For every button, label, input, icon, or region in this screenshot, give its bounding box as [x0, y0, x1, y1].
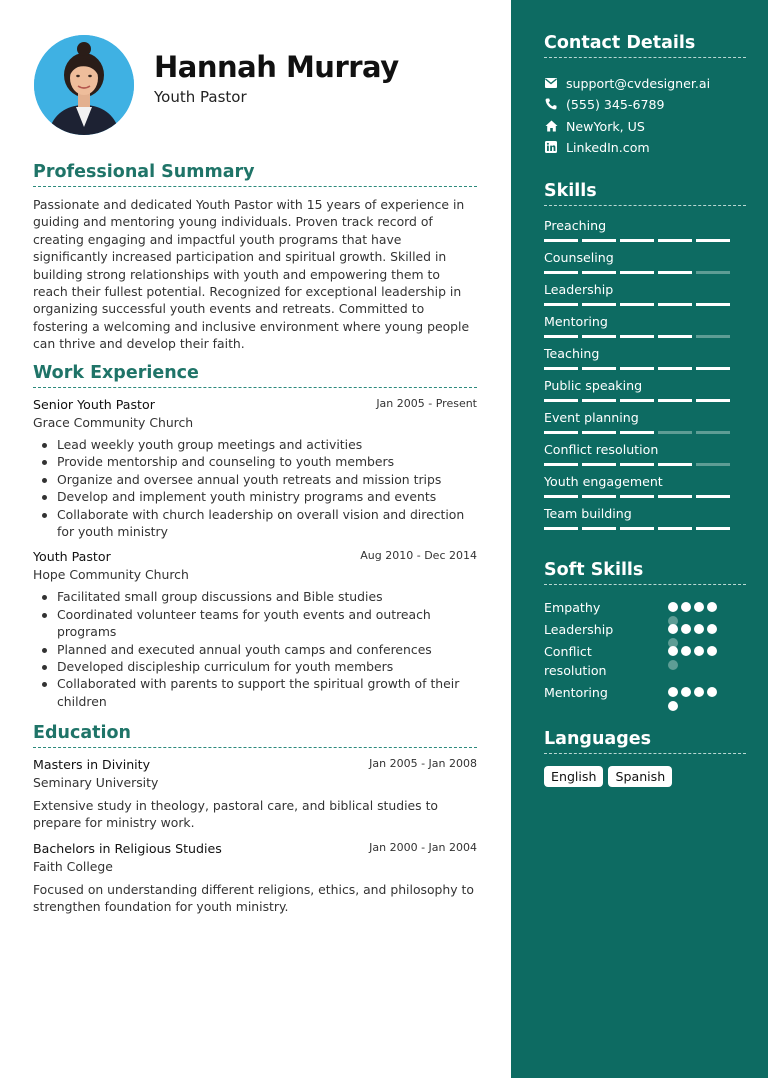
list-item: Facilitated small group discussions and Bible studies [57, 588, 477, 605]
rating-dot [681, 687, 691, 697]
skill-name: Event planning [544, 410, 639, 425]
education-entry [33, 841, 477, 916]
degree: Masters in Divinity [33, 757, 151, 772]
languages-heading: Languages [544, 729, 746, 754]
skill-level-segment [696, 495, 730, 498]
skill-level-segment [658, 399, 692, 402]
skill-level-segment [582, 495, 616, 498]
skill-level-segment [582, 367, 616, 370]
skill-level-segment [620, 271, 654, 274]
skill-level-segment [620, 335, 654, 338]
skill-level-segment [620, 463, 654, 466]
list-item: Planned and executed annual youth camps and conferences [57, 641, 477, 658]
skill-level-segment [544, 463, 578, 466]
list-item: Developed discipleship curriculum for youth members [57, 658, 477, 675]
linkedin-icon [544, 140, 558, 154]
skill-level-segment [696, 431, 730, 434]
summary-heading: Professional Summary [33, 162, 477, 187]
rating-dot [707, 602, 717, 612]
list-item: Coordinated volunteer teams for youth events and outreach programs [57, 606, 477, 641]
profile-photo [34, 35, 134, 135]
summary-text: Passionate and dedicated Youth Pastor with 15 years of experience in guiding and mentoring young individuals. Proven track record of creating engaging and impactful youth programs that have significantly increased participation and spiritual growth. Skilled in building strong relationships with youth and empowering them to reach their fullest potential. Recognized for exceptional leadership in organizing successful youth events and retreats. Committed to fostering a welcoming and inclusive environment where young people can thrive and develop their faith. [33, 197, 470, 352]
rating-dot [681, 602, 691, 612]
skill-item [544, 378, 746, 402]
rating-dot [694, 602, 704, 612]
skill-level-segment [696, 303, 730, 306]
skill-level-segment [658, 271, 692, 274]
skill-level-segment [582, 431, 616, 434]
soft-skill-rating [668, 646, 728, 670]
list-item: Collaborate with church leadership on overall vision and direction for youth ministry [57, 506, 477, 541]
skill-item [544, 474, 746, 498]
skill-level-segment [620, 399, 654, 402]
soft-skill-name: Conflict resolution [544, 644, 607, 678]
skill-level-segment [658, 303, 692, 306]
avatar [34, 35, 134, 135]
skill-name: Youth engagement [544, 474, 663, 489]
skill-level-segment [582, 399, 616, 402]
education-heading: Education [33, 723, 477, 748]
school: Seminary University [33, 775, 159, 790]
job-bullets [33, 436, 477, 540]
rating-dot [694, 687, 704, 697]
skill-level-segment [582, 303, 616, 306]
skill-item [544, 218, 746, 242]
list-item: Organize and oversee annual youth retreats and mission trips [57, 471, 477, 488]
rating-dot [668, 687, 678, 697]
skill-name: Public speaking [544, 378, 643, 393]
contact-location [544, 117, 645, 135]
skill-level-segment [696, 527, 730, 530]
list-item: Collaborated with parents to support the spiritual growth of their children [57, 675, 477, 710]
sidebar [511, 0, 768, 1078]
skill-level-segment [696, 271, 730, 274]
skill-level-segment [620, 367, 654, 370]
job-bullets [33, 588, 477, 710]
skill-level-segment [696, 367, 730, 370]
list-item: Develop and implement youth ministry programs and events [57, 488, 477, 505]
rating-dot [668, 602, 678, 612]
rating-dot [694, 624, 704, 634]
skill-level-segment [658, 463, 692, 466]
envelope-icon [544, 76, 558, 90]
experience-heading: Work Experience [33, 363, 477, 388]
job-organization: Grace Community Church [33, 415, 194, 430]
job-role: Senior Youth Pastor [33, 397, 155, 412]
candidate-name: Hannah Murray [154, 50, 399, 84]
soft-skills-heading: Soft Skills [544, 560, 746, 585]
skill-level-segment [696, 239, 730, 242]
soft-skill-rating [668, 624, 728, 648]
rating-dot [668, 701, 678, 711]
skill-level-bar [544, 367, 746, 370]
skill-level-bar [544, 271, 746, 274]
school: Faith College [33, 858, 113, 874]
skill-name: Mentoring [544, 314, 608, 329]
skill-item [544, 282, 746, 306]
rating-dot [681, 646, 691, 656]
skill-item [544, 346, 746, 370]
degree: Bachelors in Religious Studies [33, 840, 222, 856]
rating-dot [694, 646, 704, 656]
email-text: support@cvdesigner.ai [566, 75, 711, 91]
skill-level-segment [544, 367, 578, 370]
skill-item [544, 442, 746, 466]
education-entry [33, 757, 477, 832]
job-dates: Aug 2010 - Dec 2014 [360, 549, 477, 563]
skill-level-segment [582, 271, 616, 274]
skill-level-segment [544, 495, 578, 498]
job-role: Youth Pastor [33, 549, 111, 565]
skill-level-bar [544, 335, 746, 338]
soft-skill-name: Mentoring [544, 685, 608, 700]
skill-level-segment [544, 303, 578, 306]
education-dates: Jan 2005 - Jan 2008 [369, 757, 477, 770]
contact-linkedin[interactable] [544, 138, 650, 156]
job-title: Youth Pastor [154, 88, 247, 106]
skill-level-segment [544, 271, 578, 274]
skill-level-segment [658, 495, 692, 498]
home-icon [544, 119, 558, 133]
education-description: Extensive study in theology, pastoral care, and biblical studies to prepare for ministry work. [33, 798, 439, 831]
skill-level-segment [658, 335, 692, 338]
skill-item [544, 250, 746, 274]
skill-name: Counseling [544, 250, 614, 265]
skill-level-segment [620, 239, 654, 242]
skill-level-segment [620, 527, 654, 530]
language-tag: English [544, 766, 603, 787]
job-organization: Hope Community Church [33, 567, 189, 583]
phone-icon [544, 97, 558, 111]
education-section [33, 723, 477, 916]
list-item: Lead weekly youth group meetings and activities [57, 436, 477, 453]
languages-list [544, 766, 672, 787]
skill-item [544, 314, 746, 338]
skill-name: Leadership [544, 282, 614, 297]
skill-name: Conflict resolution [544, 442, 659, 457]
location-text: NewYork, US [566, 118, 645, 134]
skill-level-segment [620, 303, 654, 306]
skill-level-segment [658, 431, 692, 434]
rating-dot [707, 624, 717, 634]
skill-level-bar [544, 399, 746, 402]
skill-level-segment [544, 335, 578, 338]
skill-level-segment [658, 239, 692, 242]
list-item: Provide mentorship and counseling to youth members [57, 453, 477, 470]
skill-level-bar [544, 463, 746, 466]
skill-level-segment [582, 463, 616, 466]
skill-level-segment [544, 431, 578, 434]
contact-phone[interactable] [544, 95, 665, 113]
soft-skill-rating [668, 602, 728, 626]
rating-dot [668, 624, 678, 634]
skill-level-bar [544, 527, 746, 530]
skill-level-segment [696, 399, 730, 402]
education-description: Focused on understanding different religions, ethics, and philosophy to strengthen foundation for youth ministry. [33, 881, 474, 915]
skill-level-segment [544, 399, 578, 402]
skill-item [544, 410, 746, 434]
skill-level-segment [658, 367, 692, 370]
contact-heading: Contact Details [544, 33, 746, 58]
job-entry [33, 549, 477, 710]
soft-skill-name: Leadership [544, 622, 614, 637]
soft-skill-name: Empathy [544, 600, 601, 615]
phone-text: (555) 345-6789 [566, 96, 665, 112]
skill-level-segment [696, 335, 730, 338]
skill-level-segment [696, 463, 730, 466]
skill-name: Team building [544, 506, 632, 521]
skill-level-segment [658, 527, 692, 530]
skill-level-segment [544, 239, 578, 242]
experience-section [33, 363, 477, 710]
skills-heading: Skills [544, 181, 746, 206]
skill-item [544, 506, 746, 530]
skill-level-segment [582, 335, 616, 338]
skill-name: Preaching [544, 218, 607, 233]
summary-section [33, 162, 477, 353]
job-dates: Jan 2005 - Present [376, 397, 477, 410]
skill-level-segment [582, 239, 616, 242]
skill-level-segment [620, 495, 654, 498]
skill-level-bar [544, 239, 746, 242]
job-entry [33, 397, 477, 540]
rating-dot [707, 687, 717, 697]
skill-level-segment [582, 527, 616, 530]
rating-dot [668, 646, 678, 656]
skill-level-bar [544, 495, 746, 498]
skill-level-segment [620, 431, 654, 434]
skill-level-segment [544, 527, 578, 530]
linkedin-text: LinkedIn.com [566, 139, 650, 155]
language-tag: Spanish [608, 766, 672, 787]
skill-name: Teaching [544, 346, 600, 361]
education-dates: Jan 2000 - Jan 2004 [369, 840, 477, 854]
rating-dot [707, 646, 717, 656]
rating-dot [681, 624, 691, 634]
soft-skill-rating [668, 687, 728, 711]
skill-level-bar [544, 431, 746, 434]
rating-dot [668, 660, 678, 670]
skill-level-bar [544, 303, 746, 306]
contact-email[interactable] [544, 74, 710, 92]
